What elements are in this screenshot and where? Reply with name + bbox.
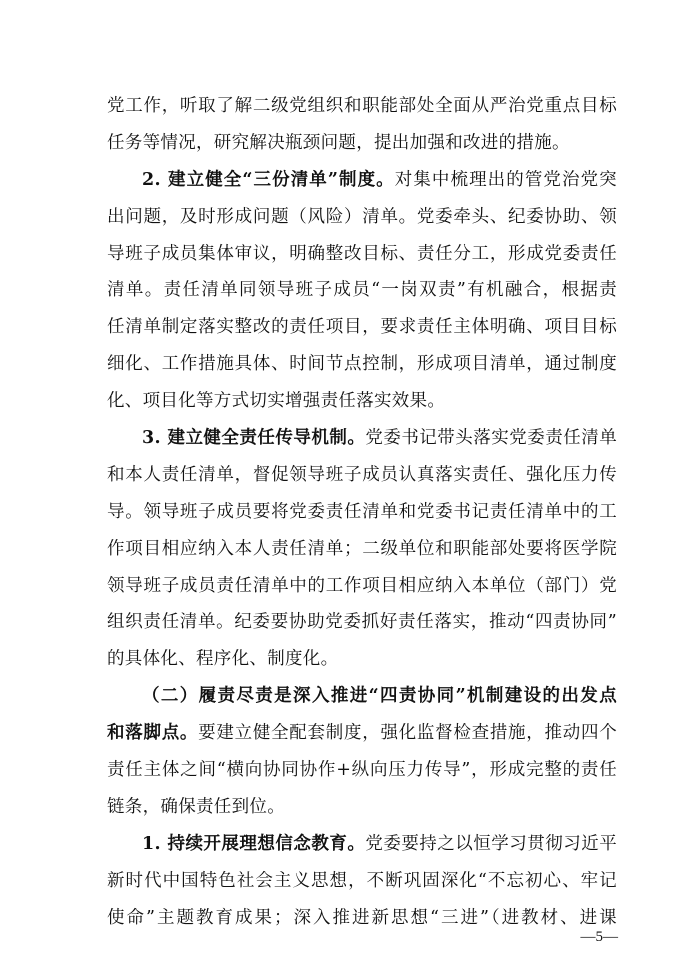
body-text: 化、项目化等方式切实增强责任落实效果。 xyxy=(107,391,446,412)
text-line xyxy=(107,309,617,346)
body-text: 党委书记带头落实党委责任清单 xyxy=(365,428,618,449)
text-line xyxy=(107,641,617,678)
body-text: 领导班子成员责任清单中的工作项目相应纳入本单位（部门）党 xyxy=(107,575,617,596)
text-line xyxy=(107,715,617,752)
text-line xyxy=(107,162,617,199)
body-text: 新时代中国特色社会主义思想，不断巩固深化“不忘初心、牢记 xyxy=(107,870,617,891)
body-text: 任清单制定落实整改的责任项目，要求责任主体明确、项目目标 xyxy=(107,317,617,338)
section-heading: （二）履责尽责是深入推进“四责协同”机制建设的出发点 xyxy=(142,686,617,707)
text-line xyxy=(107,900,617,937)
page-number: —5— xyxy=(580,929,618,945)
text-line xyxy=(107,863,617,900)
section-heading: 3. 建立健全责任传导机制。 xyxy=(142,428,366,449)
body-text: 出问题，及时形成问题（风险）清单。党委牵头、纪委协助、领 xyxy=(107,206,617,227)
text-line xyxy=(107,199,617,236)
body-text: 细化、工作措施具体、时间节点控制，形成项目清单，通过制度 xyxy=(107,354,617,375)
text-line xyxy=(107,752,617,789)
body-text: 的具体化、程序化、制度化。 xyxy=(107,649,339,670)
body-text: 任务等情况，研究解决瓶颈问题，提出加强和改进的措施。 xyxy=(107,132,570,153)
section-heading: 1. 持续开展理想信念教育。 xyxy=(142,833,366,854)
section-heading: 和落脚点。 xyxy=(107,723,199,744)
section-heading: 2. 建立健全“三份清单”制度。 xyxy=(142,169,395,190)
body-text: 导。领导班子成员要将党委责任清单和党委书记责任清单中的工 xyxy=(107,501,617,522)
body-text: 清单。责任清单同领导班子成员“一岗双责”有机融合，根据责 xyxy=(107,280,617,301)
text-line xyxy=(107,457,617,494)
document-body xyxy=(107,88,617,936)
body-text: 党工作，听取了解二级党组织和职能部处全面从严治党重点目标 xyxy=(107,96,617,116)
body-text: 责任主体之间“横向协同协作+纵向压力传导”，形成完整的责任 xyxy=(107,760,617,781)
text-line xyxy=(107,789,617,826)
text-line xyxy=(107,272,617,309)
body-text: 党委要持之以恒学习贯彻习近平 xyxy=(365,833,618,854)
text-line xyxy=(107,568,617,605)
body-text: 导班子成员集体审议，明确整改目标、责任分工，形成党委责任 xyxy=(107,243,617,264)
text-line xyxy=(107,420,617,457)
text-line xyxy=(107,236,617,273)
body-text: 组织责任清单。纪委要协助党委抓好责任落实，推动“四责协同” xyxy=(107,612,617,633)
text-line xyxy=(107,125,617,162)
text-line xyxy=(107,531,617,568)
body-text: 作项目相应纳入本人责任清单；二级单位和职能部处要将医学院 xyxy=(107,538,617,559)
body-text: 链条，确保责任到位。 xyxy=(107,796,285,817)
body-text: 对集中梳理出的管党治党突 xyxy=(394,169,617,190)
text-line xyxy=(107,494,617,531)
text-line xyxy=(107,383,617,420)
text-line xyxy=(107,604,617,641)
body-text: 要建立健全配套制度，强化监督检查措施，推动四个 xyxy=(198,723,618,744)
body-text: 和本人责任清单，督促领导班子成员认真落实责任、强化压力传 xyxy=(107,464,617,485)
body-text: 使命”主题教育成果；深入推进新思想“三进”（进教材、进课 xyxy=(107,907,617,928)
text-line xyxy=(107,346,617,383)
text-line xyxy=(107,678,617,715)
text-line xyxy=(107,826,617,863)
text-line xyxy=(107,88,617,125)
